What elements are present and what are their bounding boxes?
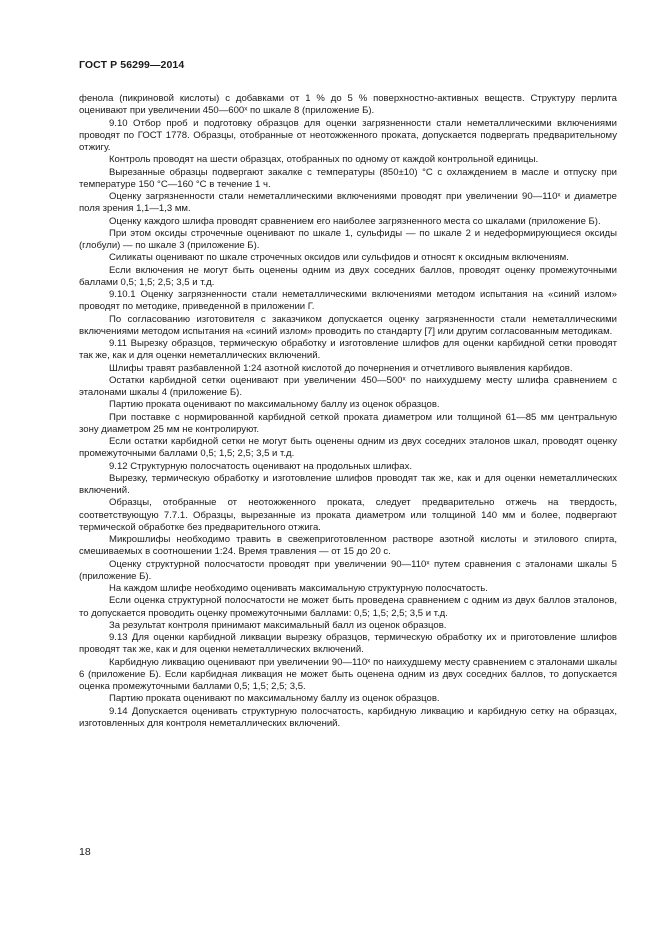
paragraph: Если включения не могут быть оценены одним из двух соседних баллов, проводят оценку промежуточными баллами 0,5; 1,5; 2,5; 3,5 и т.д.: [79, 264, 617, 288]
paragraph: При этом оксиды строчечные оценивают по шкале 1, сульфиды — по шкале 2 и недеформирующиеся оксиды (глобули) — по шкале 3 (приложение Б).: [79, 227, 617, 251]
paragraph: Образцы, отобранные от неотожженного проката, следует предварительно отжечь на твердость, соответствующую 7.7.1. Образцы, вырезанные из проката диаметром или толщиной 140 мм и более, подвергают термической обработке без предварительного отжига.: [79, 497, 617, 533]
paragraph: 9.12 Структурную полосчатость оценивают на продольных шлифах.: [109, 460, 412, 472]
paragraph: Вырезку, термическую обработку и изготовление шлифов проводят так же, как и для оценки неметаллических включений.: [79, 472, 617, 496]
paragraph: Оценку структурной полосчатости проводят при увеличении 90—110ˣ путем сравнения с эталонами шкалы 5 (приложение Б).: [79, 558, 617, 582]
paragraph: Если оценка структурной полосчатости не может быть проведена сравнением с одним из двух баллов эталонов, то допускается проводить оценку промежуточными баллами: 0,5; 1,5; 2,5; 3,5 и т.д.: [79, 595, 617, 619]
page-number: 18: [79, 846, 91, 858]
paragraph: 9.10 Отбор проб и подготовку образцов для оценки загрязненности стали неметаллическими включениями проводят по ГОСТ 1778. Образцы, отобранные от неотожженного проката, допускается подвергать предварительному отжигу.: [79, 117, 617, 153]
paragraph: Если остатки карбидной сетки не могут быть оценены одним из двух соседних эталонов шкал, проводят оценку промежуточными баллами 0,5; 1,5; 2,5; 3,5 и т.д.: [79, 436, 617, 460]
paragraph: Карбидную ликвацию оценивают при увеличении 90—110ˣ по наихудшему месту сравнением с эталонами шкалы 6 (приложение Б). Если карбидная ликвация не может быть оценена одним из двух соседних баллов, то допускается оценка промежуточными баллами 0,5; 1,5; 2,5; 3,5.: [79, 656, 617, 692]
paragraph: Партию проката оценивают по максимальному баллу из оценок образцов.: [109, 399, 440, 411]
paragraph: Силикаты оценивают по шкале строчечных оксидов или сульфидов и относят к оксидным включениям.: [109, 252, 569, 264]
paragraph: При поставке с нормированной карбидной сеткой проката диаметром или толщиной 61—85 мм центральную зону диаметром 25 мм не контролируют.: [79, 411, 617, 435]
paragraph: Остатки карбидной сетки оценивают при увеличении 450—500ˣ по наихудшему месту шлифа сравнением с эталонами шкалы 4 (приложение Б).: [79, 374, 617, 398]
paragraph: Вырезанные образцы подвергают закалке с температуры (850±10) °С с охлаждением в масле и отпуску при температуре 150 °С—160 °С в течение 1 ч.: [79, 166, 617, 190]
paragraph: Микрошлифы необходимо травить в свежеприготовленном растворе азотной кислоты и этилового спирта, смешиваемых в соотношении 1:24. Время травления — от 15 до 20 с.: [79, 534, 617, 558]
paragraph: По согласованию изготовителя с заказчиком допускается оценку загрязненности стали неметаллическими включениями методом испытания на «синий излом» проводить по стандарту [7] или другим согласованным методикам.: [79, 313, 617, 337]
paragraph: Шлифы травят разбавленной 1:24 азотной кислотой до почернения и отчетливого выявления карбидов.: [109, 362, 573, 374]
paragraph: 9.13 Для оценки карбидной ликвации вырезку образцов, термическую обработку их и приготовление шлифов проводят так же, как и для оценки неметаллических включений.: [79, 632, 617, 656]
paragraph: На каждом шлифе необходимо оценивать максимальную структурную полосчатость.: [109, 583, 488, 594]
paragraph: За результат контроля принимают максимальный балл из оценок образцов.: [109, 619, 447, 631]
document-header: ГОСТ Р 56299—2014: [79, 59, 185, 71]
paragraph: Оценку каждого шлифа проводят сравнением его наиболее загрязненного места со шкалами (приложение Б).: [109, 215, 601, 227]
paragraph: Оценку загрязненности стали неметаллическими включениями проводят при увеличении 90—110ˣ и диаметре поля зрения 1,1—1,3 мм.: [79, 191, 617, 215]
paragraph: Партию проката оценивают по максимальному баллу из оценок образцов.: [109, 693, 440, 705]
paragraph: 9.11 Вырезку образцов, термическую обработку и изготовление шлифов для оценки карбидной сетки проводят так же, как и для оценки неметаллических включений.: [79, 338, 617, 362]
paragraph: 9.10.1 Оценку загрязненности стали неметаллическими включениями методом испытания на «синий излом» проводят по методике, приведенной в приложении Г.: [79, 289, 617, 313]
paragraph: Контроль проводят на шести образцах, отобранных по одному от каждой контрольной единицы.: [109, 154, 539, 166]
paragraph: 9.14 Допускается оценивать структурную полосчатость, карбидную ликвацию и карбидную сетку на образцах, изготовленных для контроля неметаллических включений.: [79, 705, 617, 729]
paragraph: фенола (пикриновой кислоты) с добавками от 1 % до 5 % поверхностно-активных веществ. Структуру перлита оценивают при увеличении 450—600ˣ по шкале 8 (приложение Б).: [79, 93, 617, 117]
document-body: [79, 93, 617, 730]
